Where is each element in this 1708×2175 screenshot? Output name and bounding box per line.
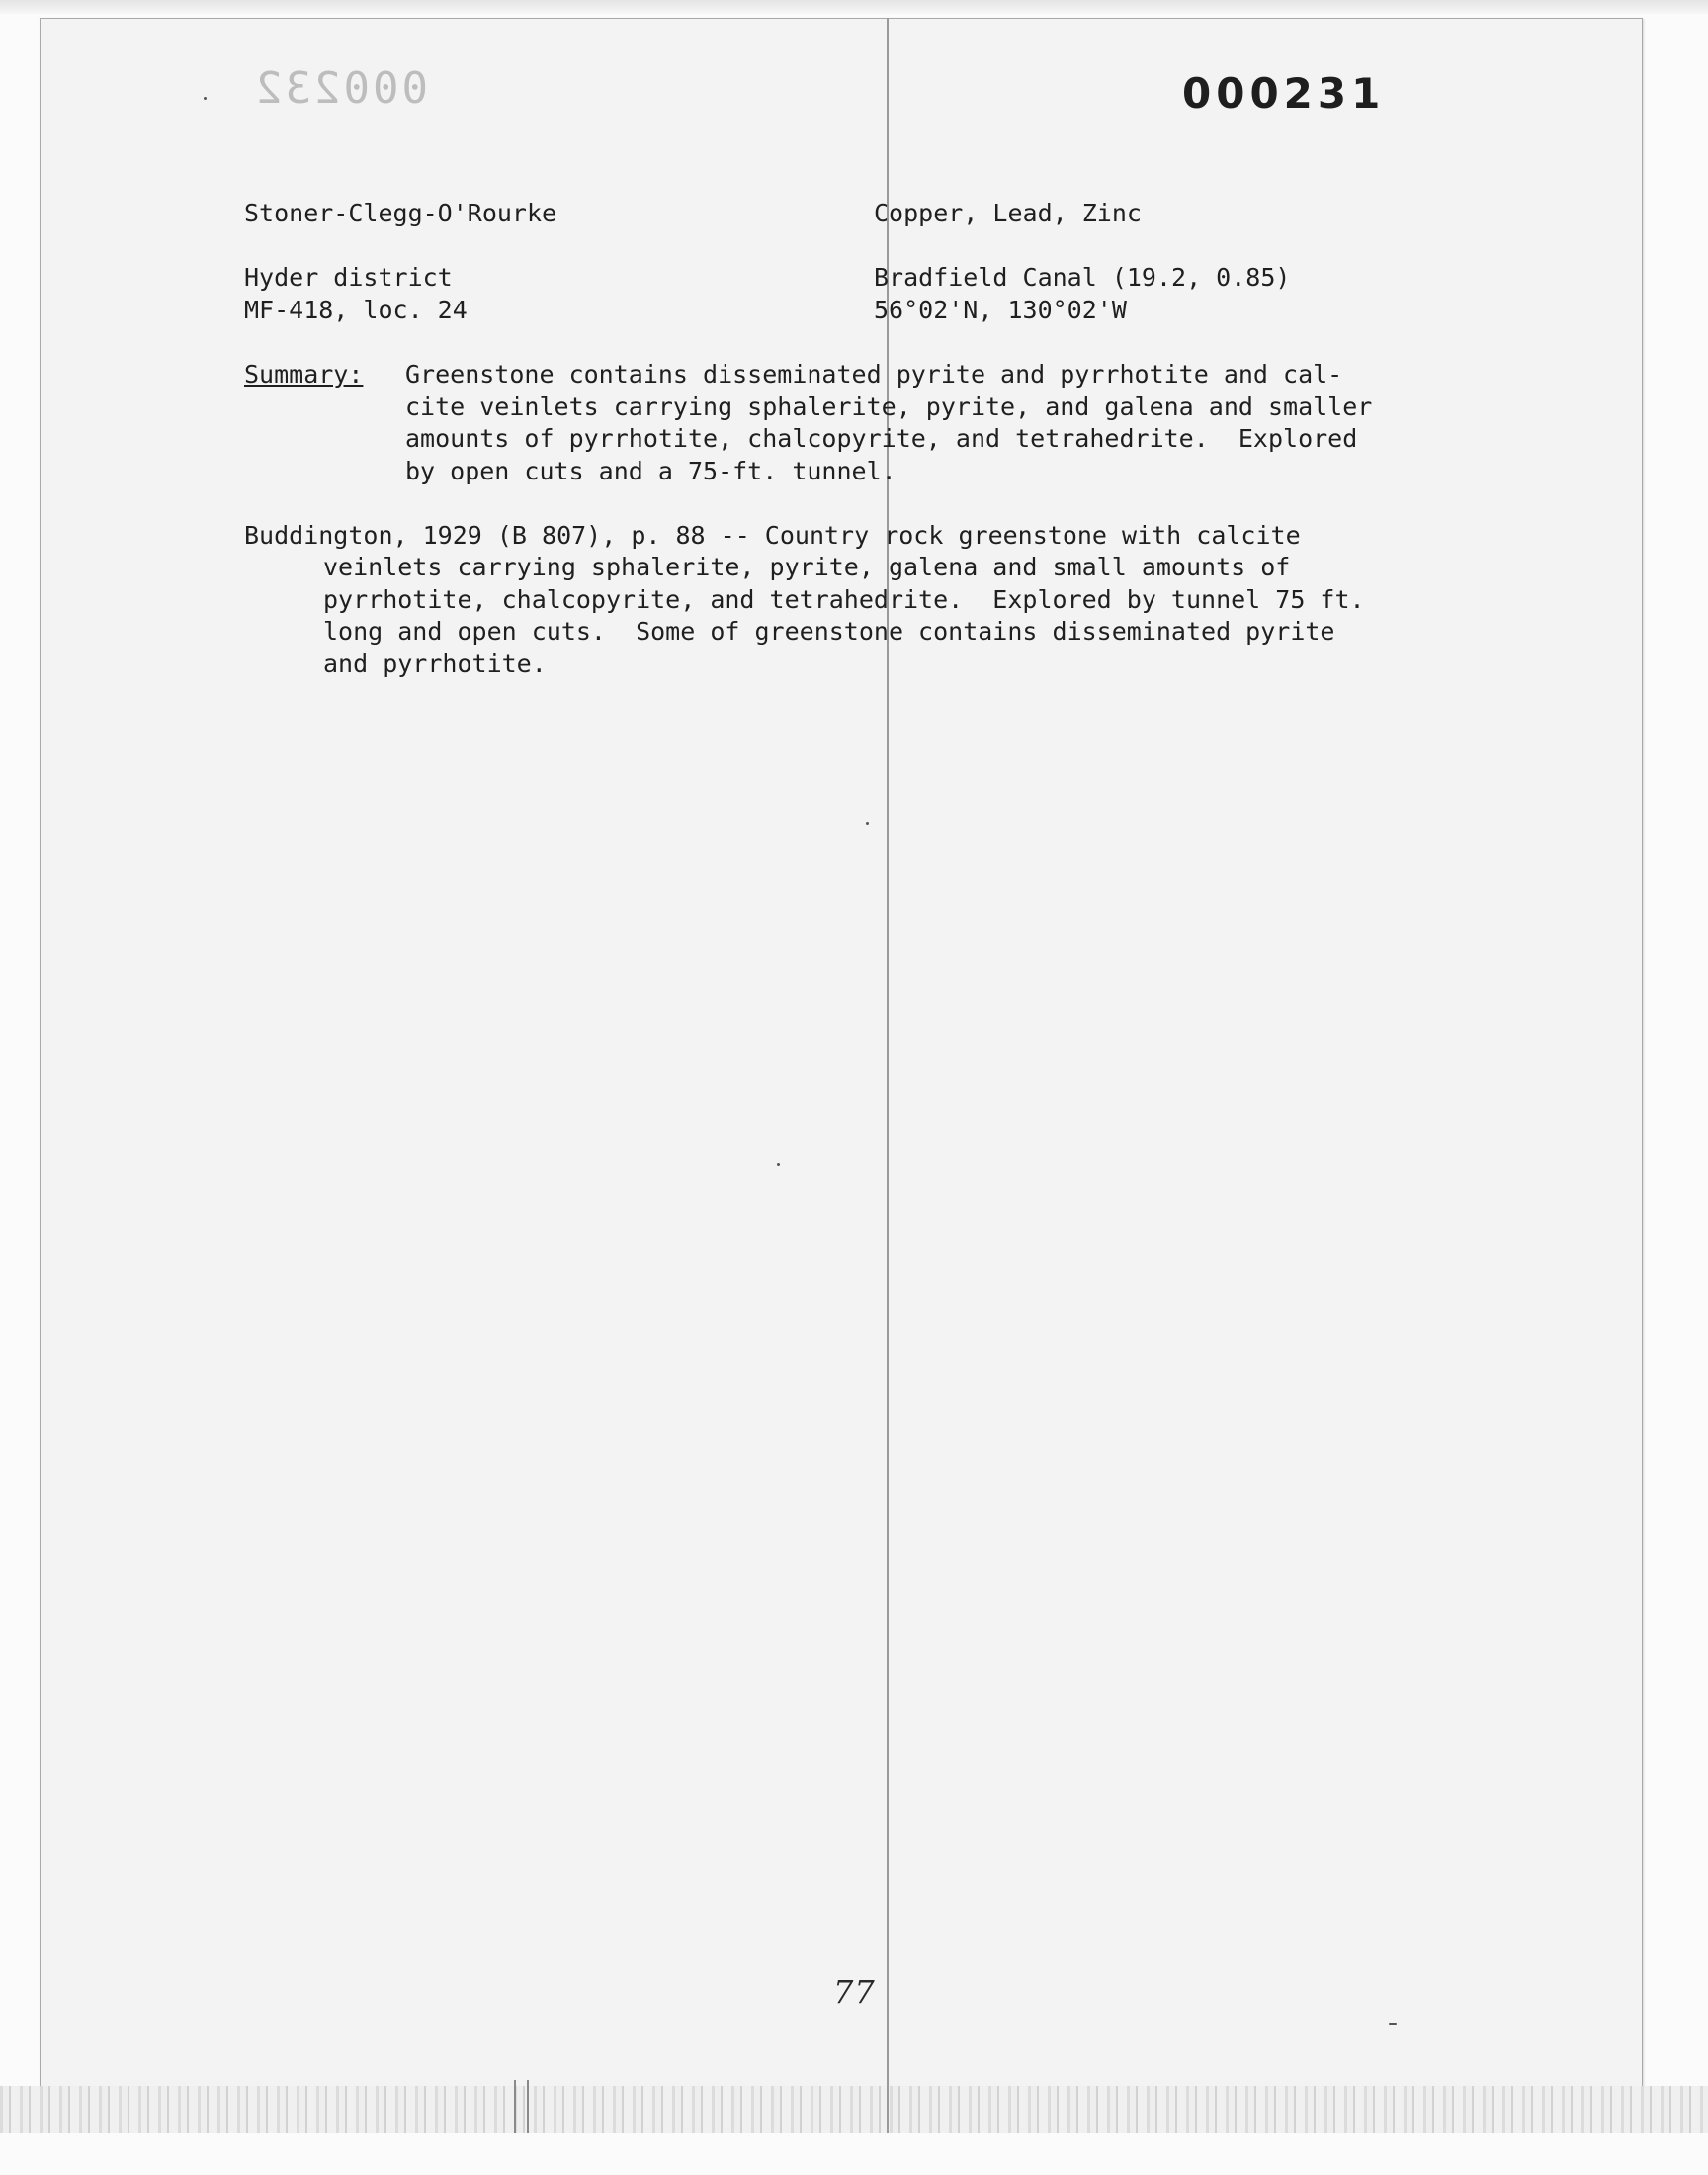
summary-label: Summary: <box>244 360 364 389</box>
commodities: Copper, Lead, Zinc <box>874 199 1142 227</box>
scan-speck <box>204 97 207 100</box>
reference-line: long and open cuts. Some of greenstone contains disseminated pyrite <box>323 617 1335 646</box>
scan-edge-mark <box>514 2080 516 2133</box>
summary-line: cite veinlets carrying sphalerite, pyrite, and galena and smaller <box>405 392 1373 421</box>
document-number-stamp: 000231 <box>1182 69 1386 118</box>
page-number: 77 <box>833 1973 876 2011</box>
ghost-stamp-number: 000232 <box>253 63 428 114</box>
district: Hyder district <box>244 263 453 292</box>
scan-speck <box>777 1163 780 1166</box>
scan-bottom-edge <box>0 2086 1708 2133</box>
reference-line: and pyrrhotite. <box>323 650 547 678</box>
summary-line: amounts of pyrrhotite, chalcopyrite, and tetrahedrite. Explored <box>405 424 1358 453</box>
scan-edge-mark <box>527 2080 529 2133</box>
reference-line: pyrrhotite, chalcopyrite, and tetrahedrite. Explored by tunnel 75 ft. <box>323 585 1365 614</box>
scan-top-edge <box>0 0 1708 14</box>
page-fold-line <box>887 18 889 2133</box>
reference-line: Buddington, 1929 (B 807), p. 88 -- Country rock greenstone with calcite <box>244 521 1301 550</box>
scan-speck <box>1389 2023 1397 2025</box>
scan-speck <box>866 822 869 825</box>
document-page <box>40 18 1643 2088</box>
summary-line: by open cuts and a 75-ft. tunnel. <box>405 457 897 485</box>
reference-line: veinlets carrying sphalerite, pyrite, galena and small amounts of <box>323 553 1291 581</box>
property-name: Stoner-Clegg-O'Rourke <box>244 199 557 227</box>
summary-line: Greenstone contains disseminated pyrite and pyrrhotite and cal- <box>405 360 1343 389</box>
quadrangle: Bradfield Canal (19.2, 0.85) <box>874 263 1291 292</box>
coordinates: 56°02'N, 130°02'W <box>874 296 1127 324</box>
map-reference: MF-418, loc. 24 <box>244 296 468 324</box>
